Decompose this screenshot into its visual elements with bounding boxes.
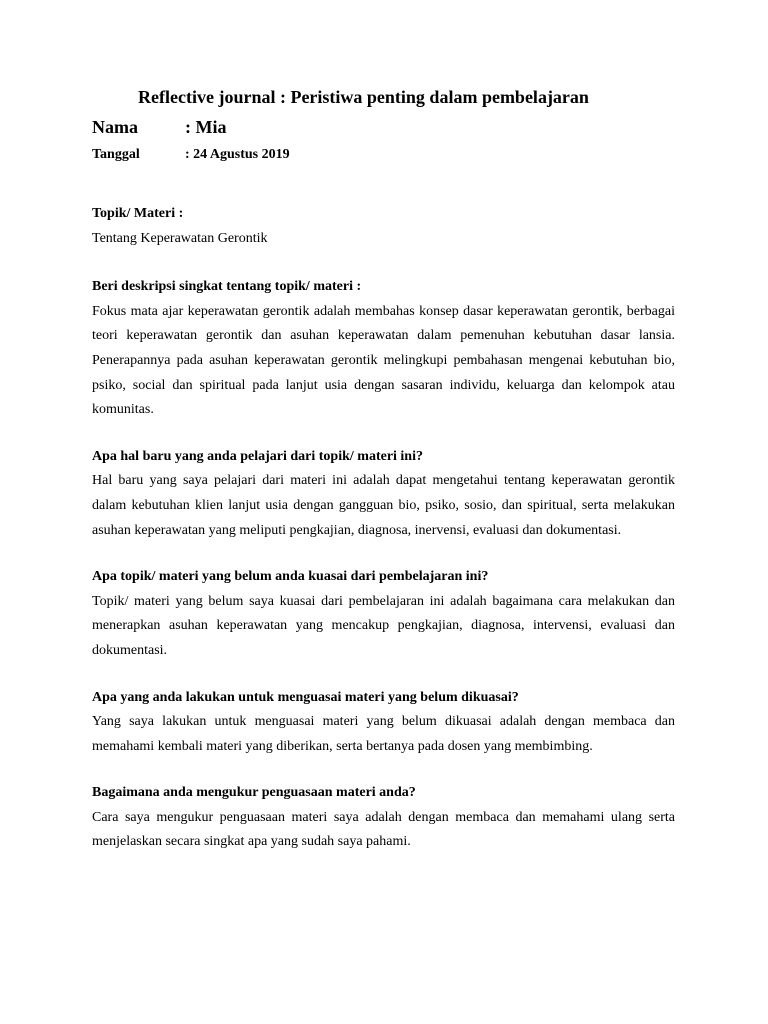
- section-body: Cara saya mengukur penguasaan materi saya adalah dengan membaca dan memahami ulang serta menjelaskan secara singkat apa yang sudah saya pahami.: [92, 809, 675, 850]
- name-value: : Mia: [185, 117, 227, 137]
- section-not-mastered: [92, 565, 675, 663]
- section-description: [92, 275, 675, 423]
- journal-content: [92, 202, 675, 877]
- section-topic: [92, 202, 675, 251]
- name-row: [92, 116, 227, 138]
- section-body: Fokus mata ajar keperawatan gerontik adalah membahas konsep dasar keperawatan gerontik, berbagai teori keperawatan gerontik dan asuhan keperawatan dalam pemenuhan kebutuhan dasar lansia. Penerapannya pada asuhan keperawatan gerontik melingkupi pembahasan mengenai kebutuhan bio, psiko, social dan spiritual pada lanjut usia dengan sasaran individu, keluarga dan kelompok atau komunitas.: [92, 303, 675, 418]
- section-actions: [92, 686, 675, 760]
- section-new-learning: [92, 445, 675, 543]
- section-body: Yang saya lakukan untuk menguasai materi yang belum dikuasai adalah dengan membaca dan memahami kembali materi yang diberikan, serta bertanya pada dosen yang membimbing.: [92, 714, 675, 754]
- section-heading: Bagaimana anda mengukur penguasaan materi anda?: [92, 785, 416, 801]
- section-heading: Apa topik/ materi yang belum anda kuasai dari pembelajaran ini?: [92, 569, 489, 585]
- section-heading: Apa hal baru yang anda pelajari dari topik/ materi ini?: [92, 448, 423, 464]
- section-heading: Topik/ Materi :: [92, 206, 184, 221]
- section-heading: Beri deskripsi singkat tentang topik/ materi :: [92, 279, 362, 295]
- date-value: : 24 Agustus 2019: [185, 147, 290, 162]
- name-label: Nama: [92, 117, 138, 137]
- date-label: Tanggal: [92, 147, 140, 162]
- section-body: Hal baru yang saya pelajari dari materi ini adalah dapat mengetahui tentang keperawatan gerontik dalam kebutuhan klien lanjut usia dengan gangguan bio, psiko, sosio, dan spiritual, serta melakukan asuhan keperawatan yang meliputi pengkajian, diagnosa, inervensi, evaluasi dan dokumentasi.: [92, 473, 675, 538]
- section-body: Tentang Keperawatan Gerontik: [92, 230, 268, 246]
- section-measurement: [92, 781, 675, 855]
- section-body: Topik/ materi yang belum saya kuasai dari pembelajaran ini adalah bagaimana cara melakukan dan menerapkan asuhan keperawatan yang mencakup pengkajian, diagnosa, intervensi, evaluasi dan dokumentasi.: [92, 593, 675, 658]
- date-row: [92, 145, 290, 165]
- document-title: Reflective journal : Peristiwa penting dalam pembelajaran: [138, 87, 589, 107]
- section-heading: Apa yang anda lakukan untuk menguasai materi yang belum dikuasai?: [92, 689, 519, 705]
